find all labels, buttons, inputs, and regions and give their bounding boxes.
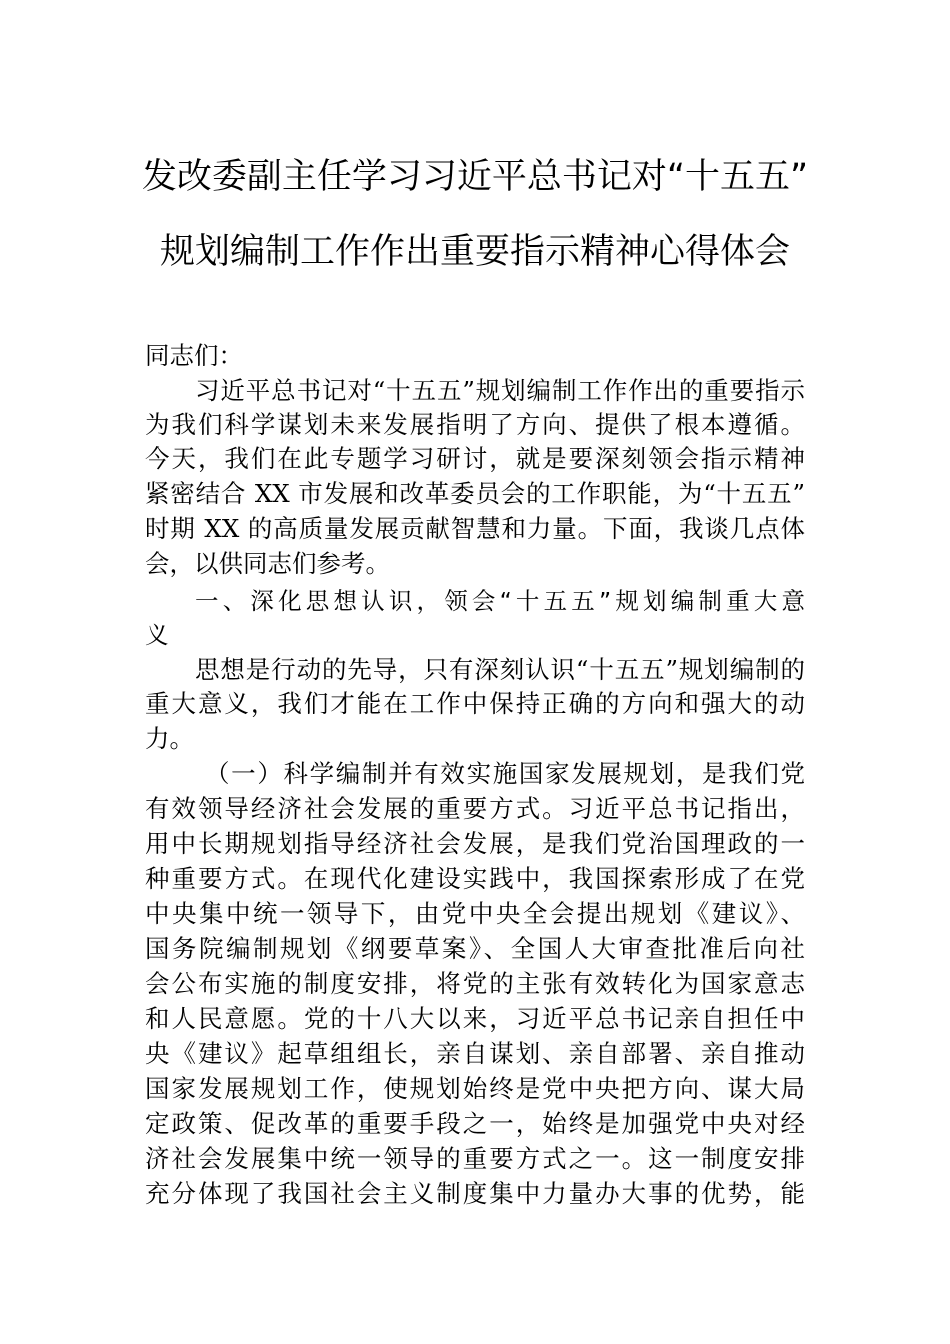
- body-line: 会，以供同志们参考。: [145, 549, 390, 578]
- body-line: 种重要方式。在现代化建设实践中，我国探索形成了在党: [145, 864, 805, 893]
- body-line: 重大意义，我们才能在工作中保持正确的方向和强大的动: [145, 689, 805, 718]
- body-line: 思想是行动的先导，只有深刻认识“十五五”规划编制的: [195, 655, 805, 684]
- body-line: 有效领导经济社会发展的重要方式。习近平总书记指出，: [145, 794, 805, 823]
- section-heading-line: 义: [145, 621, 169, 649]
- body-line: 习近平总书记对“十五五”规划编制工作作出的重要指示: [195, 376, 805, 405]
- salutation: 同志们：: [145, 341, 243, 370]
- body-line: 定政策、促改革的重要手段之一，始终是加强党中央对经: [145, 1109, 805, 1138]
- body-line: 力。: [145, 724, 194, 753]
- body-line: 用中长期规划指导经济社会发展，是我们党治国理政的一: [145, 829, 805, 858]
- body-line: 济社会发展集中统一领导的重要方式之一。这一制度安排: [145, 1144, 805, 1173]
- body-line: 会公布实施的制度安排，将党的主张有效转化为国家意志: [145, 969, 805, 998]
- body-line: 为我们科学谋划未来发展指明了方向、提供了根本遵循。: [145, 410, 805, 439]
- document-title-line-1: 发改委副主任学习习近平总书记对“十五五”: [141, 157, 809, 197]
- body-line: 紧密结合 XX 市发展和改革委员会的工作职能，为“十五五”: [145, 479, 805, 508]
- section-heading-line: 一、深化思想认识，领会“十五五”规划编制重大意: [195, 587, 805, 615]
- body-line: 今天，我们在此专题学习研讨，就是要深刻领会指示精神: [145, 444, 805, 473]
- body-line: 中央集中统一领导下，由党中央全会提出规划《建议》、: [145, 899, 805, 928]
- document-title-line-2: 规划编制工作作出重要指示精神心得体会: [159, 232, 790, 272]
- body-line: 时期 XX 的高质量发展贡献智慧和力量。下面，我谈几点体: [145, 514, 805, 543]
- body-line: 国家发展规划工作，使规划始终是党中央把方向、谋大局: [145, 1074, 805, 1103]
- body-line: 充分体现了我国社会主义制度集中力量办大事的优势，能: [145, 1179, 805, 1208]
- body-line: 国务院编制规划《纲要草案》、全国人大审查批准后向社: [145, 934, 805, 963]
- body-line: 和人民意愿。党的十八大以来，习近平总书记亲自担任中: [145, 1004, 805, 1033]
- subsection-line: （一）科学编制并有效实施国家发展规划，是我们党: [205, 759, 805, 788]
- body-line: 央《建议》起草组组长，亲自谋划、亲自部署、亲自推动: [145, 1039, 805, 1068]
